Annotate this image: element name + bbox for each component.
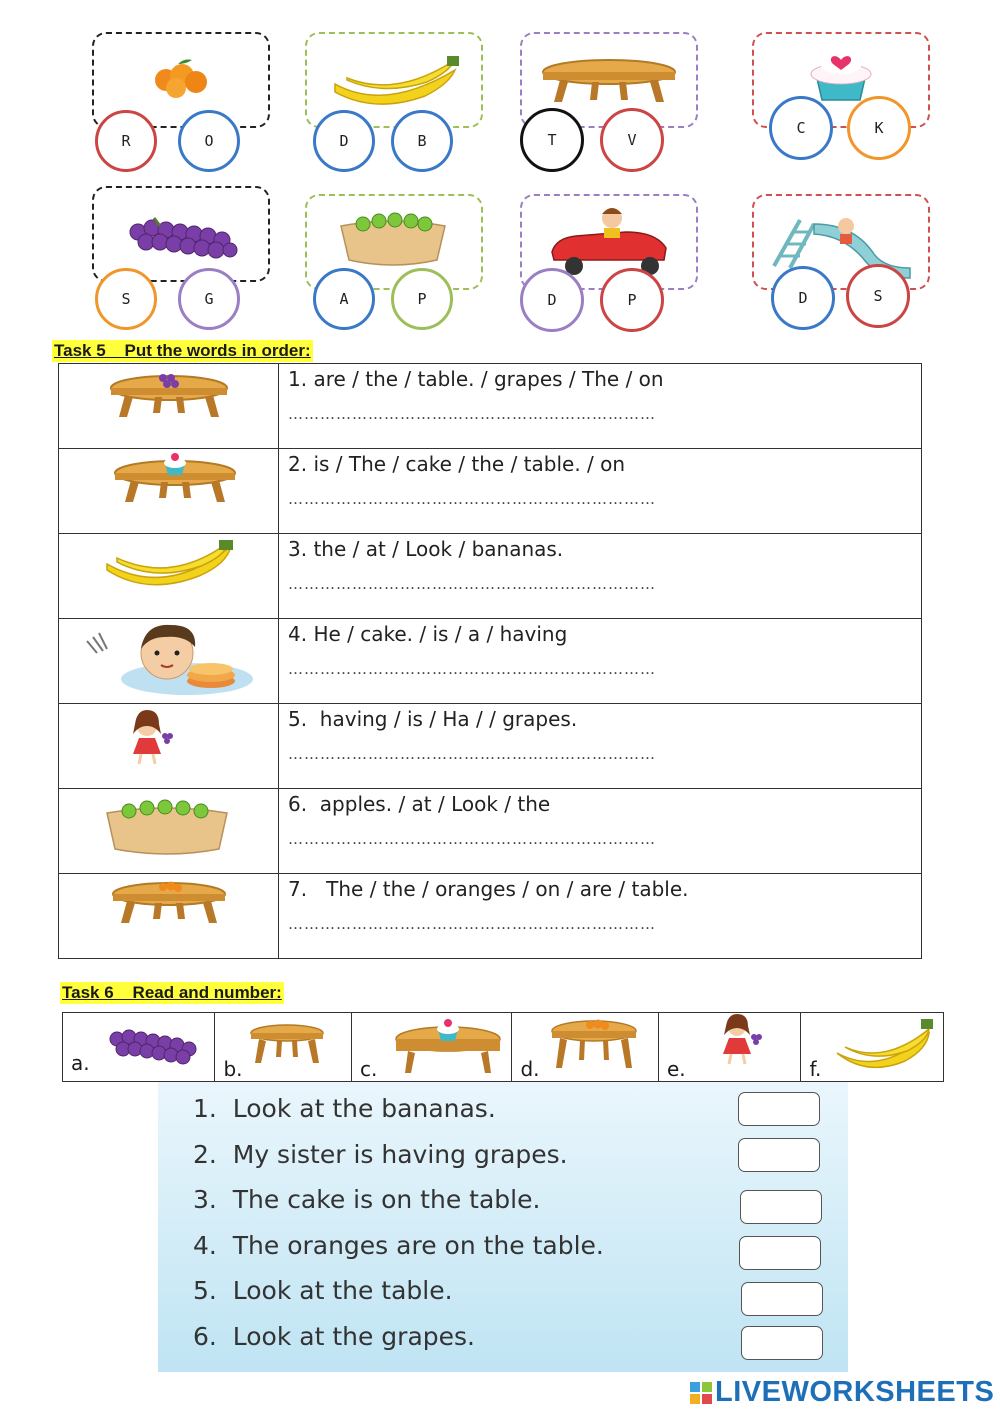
letter-circle[interactable]: S <box>846 264 910 328</box>
task5-question-cell[interactable] <box>279 364 922 449</box>
task5-question: 7. The / the / oranges / on / are / table. <box>288 877 689 901</box>
letter-circle[interactable]: T <box>520 108 584 172</box>
sentence: 1. Look at the bananas. <box>193 1094 496 1123</box>
grapes-on-table-icon <box>59 364 278 450</box>
picture-label: e. <box>666 1057 686 1081</box>
liveworksheets-brand <box>690 1376 994 1409</box>
task6-sentences-panel <box>158 1082 848 1372</box>
boy-eating-cake-icon <box>59 619 278 705</box>
task6-picture-a <box>63 1013 215 1082</box>
task5-picture <box>59 704 279 789</box>
table-row <box>59 874 922 959</box>
picture-label: b. <box>223 1057 243 1081</box>
task5-picture <box>59 364 279 449</box>
letter-circle[interactable]: S <box>95 268 157 330</box>
task5-question-cell[interactable] <box>279 449 922 534</box>
letter-circle[interactable]: B <box>391 110 453 172</box>
task5-question: 5. having / is / Ha / / grapes. <box>288 707 578 731</box>
table-row <box>59 789 922 874</box>
bananas-icon <box>59 534 278 620</box>
letter-circle[interactable]: V <box>600 108 664 172</box>
task5-question: 3. the / at / Look / bananas. <box>288 537 564 561</box>
task5-answer-line[interactable]: …………………………………………………………… <box>288 660 656 678</box>
answer-box[interactable] <box>738 1138 820 1172</box>
letter-circle[interactable]: D <box>771 266 835 330</box>
table-row <box>59 534 922 619</box>
task6-picture-e <box>658 1013 801 1082</box>
task5-question-cell[interactable] <box>279 619 922 704</box>
task5-question-cell[interactable] <box>279 704 922 789</box>
task5-question-cell[interactable] <box>279 534 922 619</box>
task5-answer-line[interactable]: …………………………………………………………… <box>288 405 656 423</box>
task5-picture <box>59 534 279 619</box>
task5-answer-line[interactable]: …………………………………………………………… <box>288 830 656 848</box>
sentence: 3. The cake is on the table. <box>193 1185 541 1214</box>
brand-text: LIVEWORKSHEETS <box>715 1376 995 1408</box>
task5-question-cell[interactable] <box>279 789 922 874</box>
task5-answer-line[interactable]: …………………………………………………………… <box>288 745 656 763</box>
letter-circle[interactable]: C <box>769 96 833 160</box>
picture-label: f. <box>809 1057 822 1081</box>
table-row <box>59 364 922 449</box>
grapes-icon <box>94 188 268 280</box>
letter-circle[interactable]: D <box>313 110 375 172</box>
task6-picture-b <box>215 1013 352 1082</box>
apples-sack-icon <box>59 789 278 875</box>
task5-answer-line[interactable]: …………………………………………………………… <box>288 915 656 933</box>
picture-card-grapes <box>92 186 270 282</box>
letter-circle[interactable]: O <box>178 110 240 172</box>
task5-question: 4. He / cake. / is / a / having <box>288 622 568 646</box>
task5-picture <box>59 619 279 704</box>
oranges-on-table-icon <box>59 874 278 960</box>
sentence: 5. Look at the table. <box>193 1276 453 1305</box>
picture-label: d. <box>520 1057 540 1081</box>
sentence: 4. The oranges are on the table. <box>193 1231 604 1260</box>
table-row <box>59 704 922 789</box>
task5-picture <box>59 874 279 959</box>
task5-table <box>58 363 922 959</box>
table-row <box>59 619 922 704</box>
answer-box[interactable] <box>741 1282 823 1316</box>
answer-box[interactable] <box>739 1236 821 1270</box>
letter-circle[interactable]: A <box>313 268 375 330</box>
letter-circle[interactable]: K <box>847 96 911 160</box>
sentence: 2. My sister is having grapes. <box>193 1140 568 1169</box>
task5-question: 2. is / The / cake / the / table. / on <box>288 452 626 476</box>
girl-with-grapes-icon <box>59 704 278 790</box>
task6-picture-c <box>352 1013 512 1082</box>
task5-question: 6. apples. / at / Look / the <box>288 792 551 816</box>
task6-picture-d <box>512 1013 659 1082</box>
answer-box[interactable] <box>741 1326 823 1360</box>
letter-circle[interactable]: D <box>520 268 584 332</box>
liveworksheets-logo-icon <box>690 1379 712 1401</box>
picture-label: c. <box>360 1057 378 1081</box>
task5-picture <box>59 789 279 874</box>
task5-picture <box>59 449 279 534</box>
task6-picture-strip <box>62 1012 944 1082</box>
letter-circle[interactable]: G <box>178 268 240 330</box>
sentence: 6. Look at the grapes. <box>193 1322 475 1351</box>
answer-box[interactable] <box>740 1190 822 1224</box>
task5-question: 1. are / the / table. / grapes / The / on <box>288 367 664 391</box>
task5-question-cell[interactable] <box>279 874 922 959</box>
cake-on-table-icon <box>59 449 278 535</box>
task5-answer-line[interactable]: …………………………………………………………… <box>288 490 656 508</box>
task5-answer-line[interactable]: …………………………………………………………… <box>288 575 656 593</box>
table-row <box>59 449 922 534</box>
answer-box[interactable] <box>738 1092 820 1126</box>
task6-title: Task 6 Read and number: <box>62 983 282 1002</box>
letter-circle[interactable]: R <box>95 110 157 172</box>
task6-picture-f <box>801 1013 944 1082</box>
task5-title: Task 5 Put the words in order: <box>54 341 311 360</box>
letter-circle[interactable]: P <box>600 268 664 332</box>
bananas-icon <box>801 1013 943 1081</box>
letter-circle[interactable]: P <box>391 268 453 330</box>
picture-label: a. <box>71 1051 90 1075</box>
